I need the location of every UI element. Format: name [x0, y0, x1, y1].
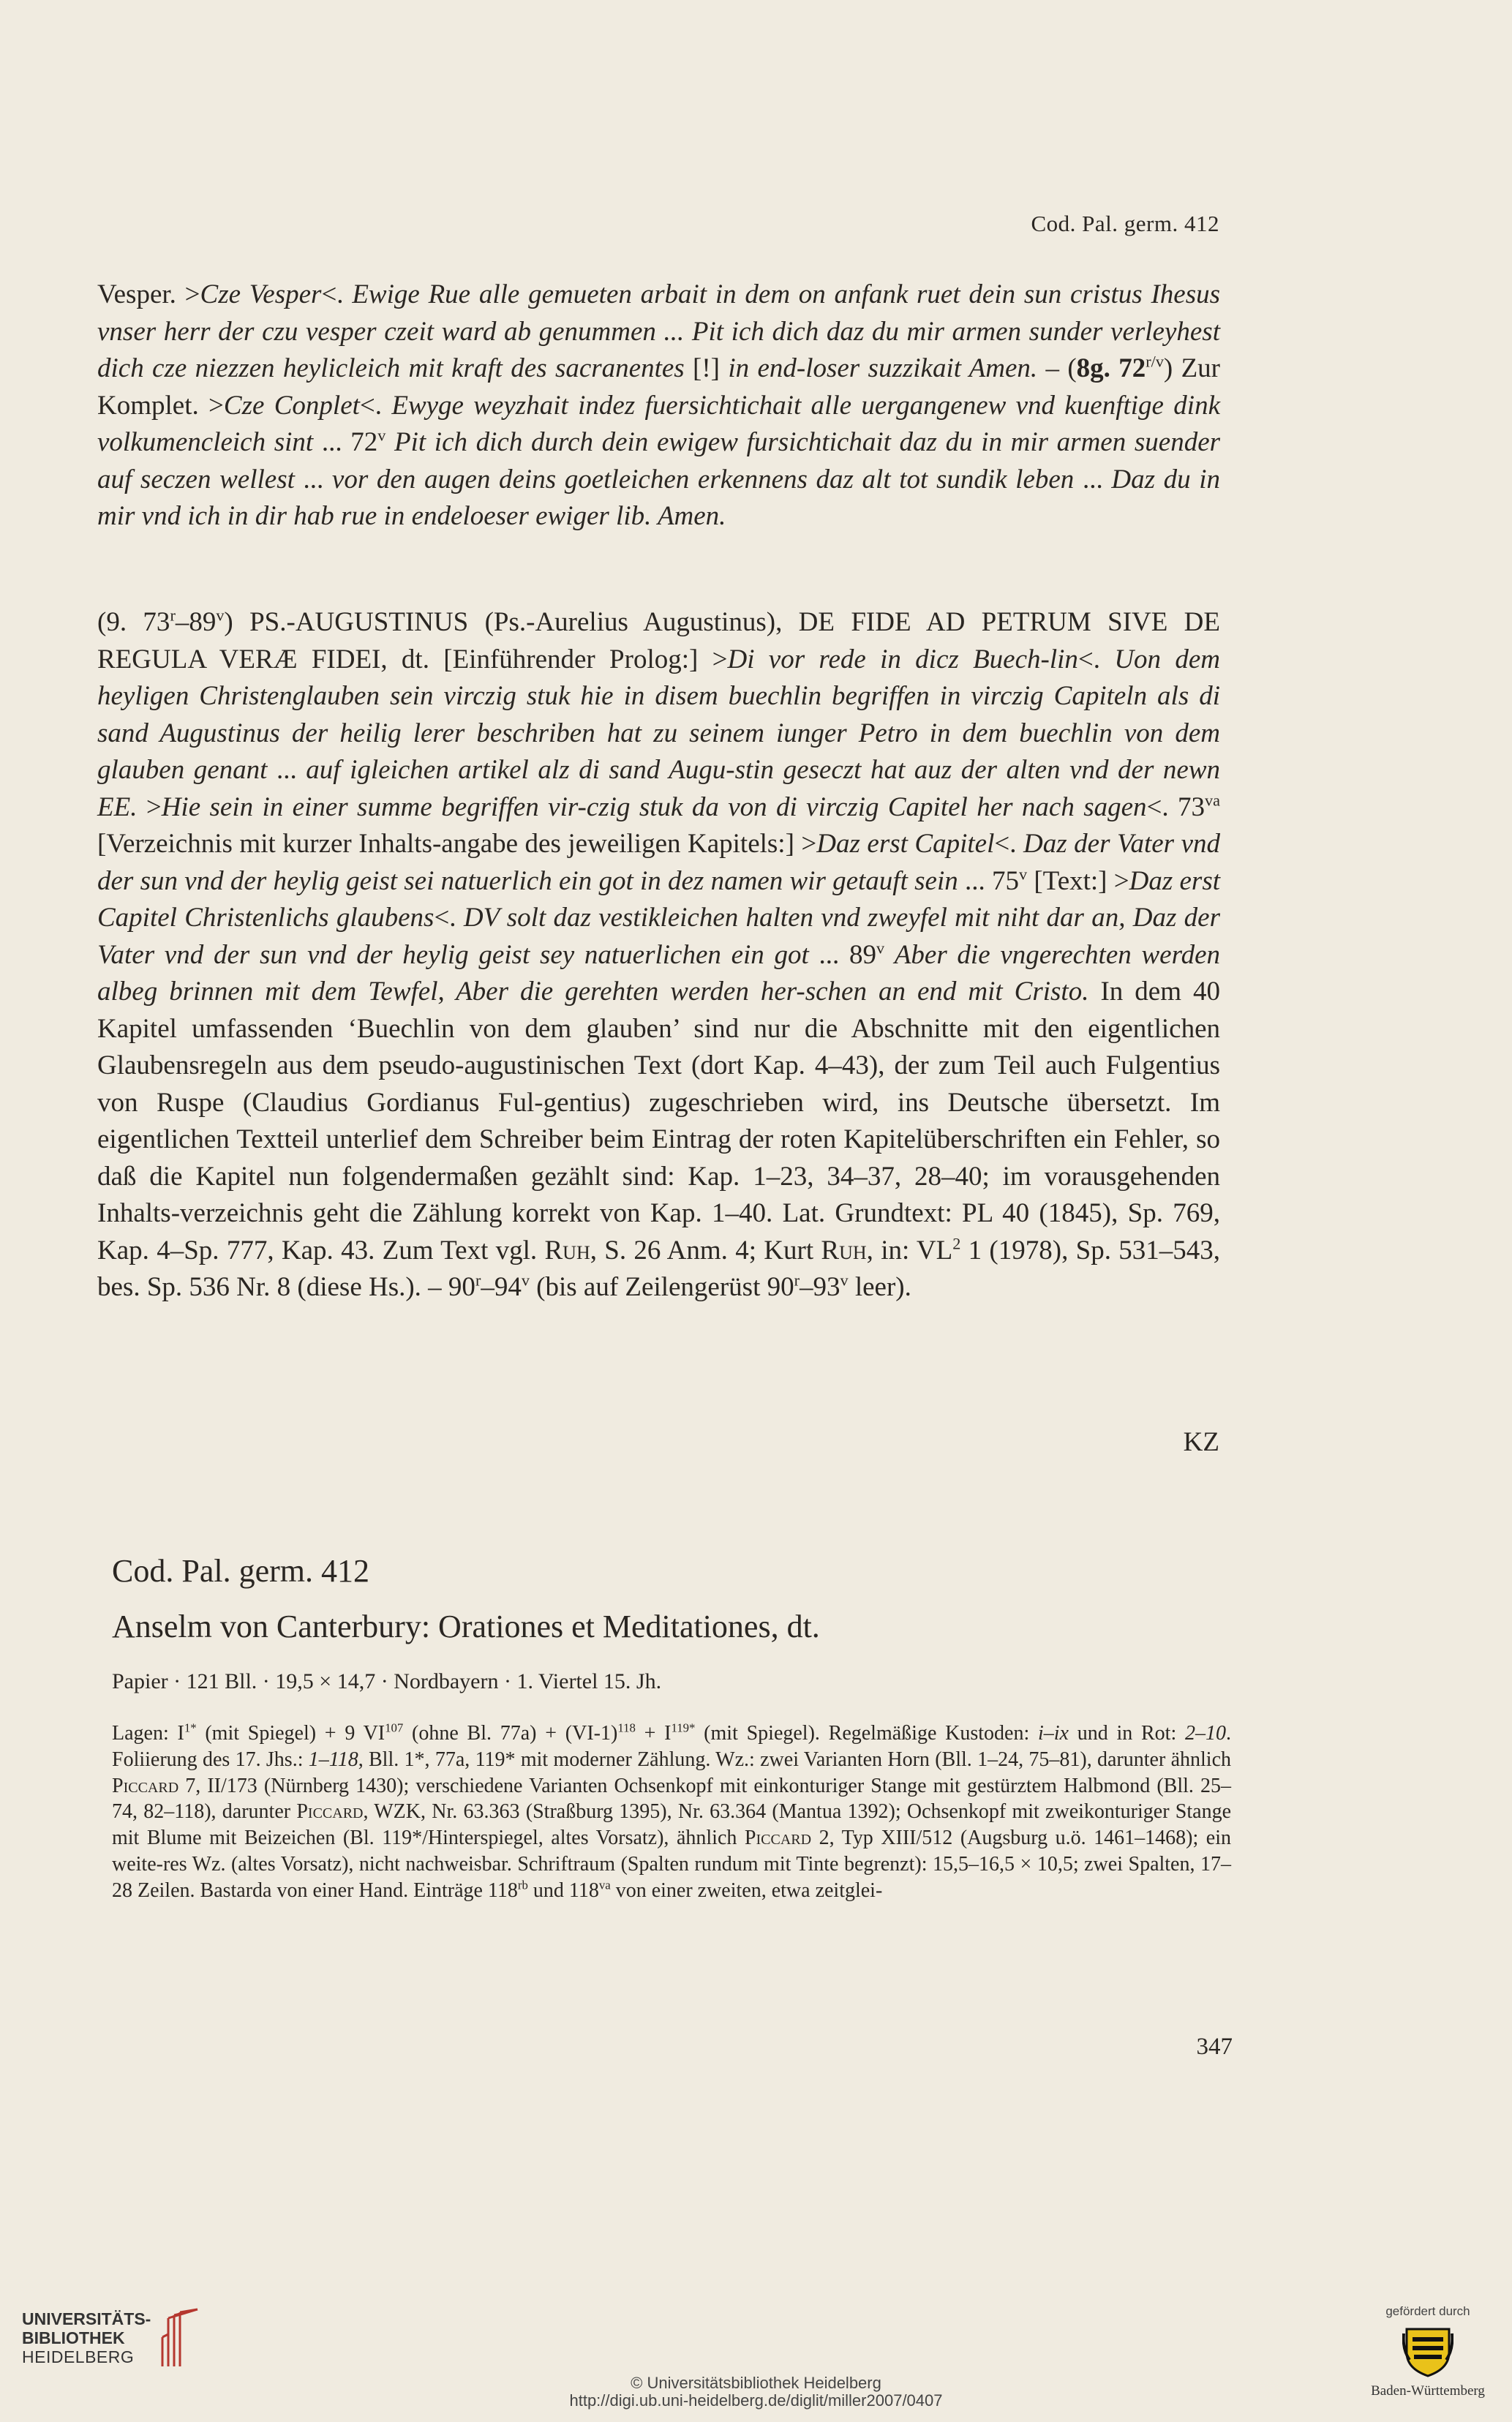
coat-of-arms-icon	[1402, 2323, 1453, 2379]
copyright-notice: © Universitätsbibliothek Heidelberg	[631, 2374, 881, 2392]
vesper-komplet-paragraph	[97, 277, 1220, 535]
page-number: 347	[1196, 2034, 1233, 2060]
permalink[interactable]: http://digi.ub.uni-heidelberg.de/diglit/miller2007/0407	[569, 2391, 943, 2410]
library-logo[interactable]	[22, 2308, 202, 2368]
library-name-line: BIBLIOTHEK	[22, 2328, 125, 2347]
library-name-line: HEIDELBERG	[22, 2347, 135, 2366]
author-initials: KZ	[1183, 1427, 1219, 1457]
augustinus-paragraph	[97, 604, 1220, 1306]
paragraph-text: (9. 73$^r$–89$^v$) PS.-AUGUSTINUS (Ps.-Aurelius Augustinus), DE FIDE AD PETRUM SIVE DE REGULA VERÆ FIDEI, dt. [Einführender Prolog:] >Di vor rede in dicz Buech-lin<. Uon dem heyligen Christenglauben sein virczig stuk hie in disem buechlin begriffen in virczig Capiteln als di sand Augustinus der heilig lerer beschriben hat zu seinem iunger Petro in dem buechlin von dem glauben genant ... auf igleichen artikel alz di sand Augu-stin geseczt hat auz der alten vnd der newn EE. >Hie sein in einer summe begriffen vir-czig stuk da von di virczig Capitel her nach sagen<. $73^{va}$ [Verzeichnis mit kurzer Inhalts-angabe des jeweiligen Kapitels:] >Daz erst Capitel<. Daz der Vater vnd der sun vnd der heylig geist sei natuerlich ein got in dez namen wir getauft sein ... 75$^v$ [Text:] >Daz erst Capitel Christenlichs glaubens<. DV solt daz vestikleichen halten vnd zweyfel mit niht dar an, Daz der Vater vnd der sun vnd der heylig geist sey natuerlichen ein got ... 89$^v$ Aber die vngerechten werden albeg brinnen mit dem Tewfel, Aber die gerehten werden her-schen an end mit Cristo. In dem 40 Kapitel umfassenden ‘Buechlin von dem glauben’ sind nur die Abschnitte mit den eigentlichen Glaubensregeln aus dem pseudo-augustinischen Text (dort Kap. 4–43), der zum Teil auch Fulgentius von Ruspe (Claudius Gordianus Ful-gentius) zugeschrieben wird, ins Deutsche übersetzt. Im eigentlichen Textteil unterlief dem Schreiber beim Eintrag der roten Kapitelüberschriften ein Fehler, so daß die Kapitel nun folgendermaßen gezählt sind: Kap. 1–23, 34–37, 28–40; im vorausgehenden Inhalts-verzeichnis geht die Zählung korrekt von Kap. 1–40. Lat. Grundtext: PL 40 (1845), Sp. 769, Kap. 4–Sp. 777, Kap. 43. Zum Text vgl. Ruh, S. 26 Anm. 4; Kurt Ruh, in: $VL^2$ 1 (1978), Sp. 531–543, bes. Sp. 536 Nr. 8 (diese Hs.). – 90$^r$–94$^v$ (bis auf Zeilengerüst 90$^r$–93$^v$ leer).	[97, 606, 1221, 1302]
entry-meta: Papier · 121 Bll. · 19,5 × 14,7 · Nordbayern · 1. Viertel 15. Jh.	[112, 1669, 662, 1693]
codicology-description: Lagen: $I^{1*}$ (mit Spiegel) + 9 VI$^{107}$ (ohne Bl. $77a) + (VI-1)^{118} + I^{119*}$ (mit Spiegel). Regelmäßige Kustoden: i–ix und in Rot: 2–10. Foliierung des 17. Jhs.: 1–118, Bll. 1*, 77a, 119* mit moderner Zählung. Wz.: zwei Varianten Horn (Bll. 1–24, 75–81), darunter ähnlich Piccard 7, II/173 (Nürnberg 1430); verschiedene Varianten Ochsenkopf mit einkonturiger Stange mit gestürztem Halbmond (Bll. 25–74, 82–118), darunter Piccard, WZK, Nr. 63.363 (Straßburg 1395), Nr. 63.364 (Mantua 1392); Ochsenkopf mit zweikonturiger Stange mit Blume mit Beizeichen (Bl. 119*/Hinterspiegel, altes Vorsatz), ähnlich Piccard 2, Typ XIII/512 (Augsburg u.ö. 1461–1468); ein weite-res Wz. (altes Vorsatz), nicht nachweisbar. Schriftraum (Spalten rundum mit Tinte begrenzt): 15,5–16,5 × 10,5; zwei Spalten, 17–28 Zeilen. Bastarda von einer Hand. Einträge $118^{rb}$ und $118^{va}$ von einer zweiten, etwa zeitglei-	[112, 1720, 1232, 1902]
sponsor-name: Baden-Württemberg	[1371, 2383, 1485, 2399]
entry-subtitle: Anselm von Canterbury: Orationes et Meditationes, dt.	[112, 1609, 820, 1644]
sponsor-block	[1366, 2304, 1490, 2399]
sponsor-label: gefördert durch	[1385, 2304, 1470, 2318]
running-head: Cod. Pal. germ. 412	[1031, 211, 1219, 236]
library-logo-icon	[158, 2308, 202, 2368]
library-name-line: UNIVERSITÄTS-	[22, 2309, 151, 2328]
entry-title: Cod. Pal. germ. 412	[112, 1553, 369, 1589]
paragraph-text: Vesper. >Cze Vesper<. Ewige Rue alle gemueten arbait in dem on anfank ruet dein sun cristus Ihesus vnser herr der czu vesper czeit ward ab genummen ... Pit ich dich daz du mir armen sunder verleyhest dich cze niezzen heylicleich mit kraft des sacranentes [!] in end-loser suzzikait Amen. – (8g. $72^{r/v}$) Zur Komplet. >Cze Conplet<. Ewyge weyzhait indez fuersichtichait alle uergangenew vnd kuenftige dink volkumencleich sint ... 72$^v$ Pit ich dich durch dein ewigew fursichtichait daz du in mir armen suender auf seczen wellest ... vor den augen deins goetleichen erkennens daz alt tot sundik leben ... Daz du in mir vnd ich in dir hab rue in endeloeser ewiger lib. Amen.	[97, 279, 1221, 531]
